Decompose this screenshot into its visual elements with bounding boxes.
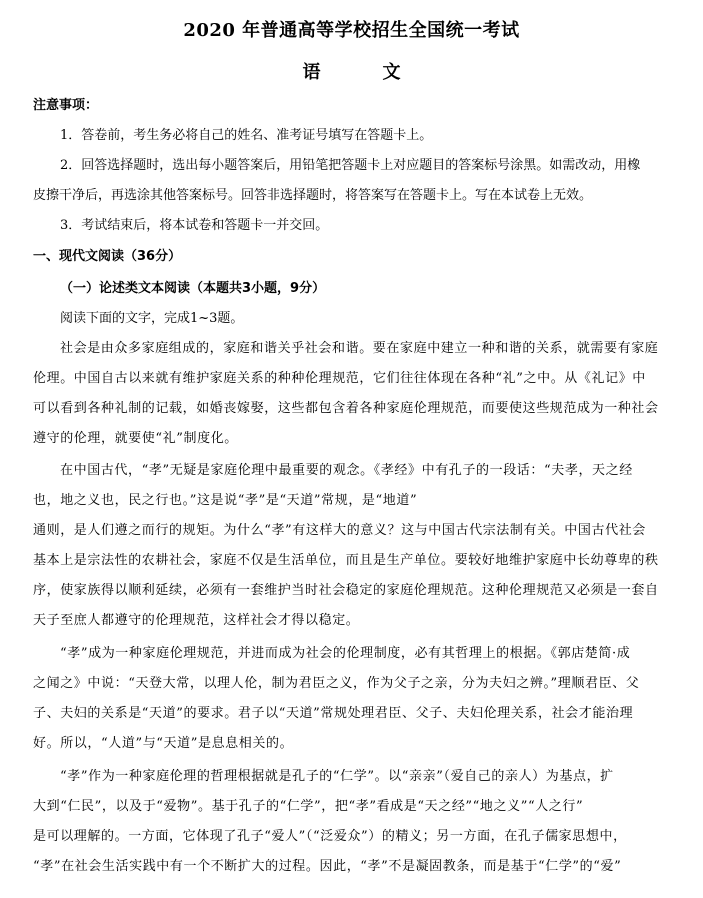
notice-item-3: 3．考试结束后，将本试卷和答题卡一并交回。 bbox=[60, 218, 329, 233]
passage-line: 社会是由众多家庭组成的，家庭和谐关乎社会和谐。要在家庭中建立一种和谐的关系，就需要有家庭 bbox=[60, 341, 659, 356]
section-heading: 一、现代文阅读（36分） bbox=[33, 249, 182, 264]
passage-line: 子、夫妇的关系是“天道”的要求。君子以“天道”常规处理君臣、父子、夫妇伦理关系，社会才能治理 bbox=[33, 706, 634, 721]
passage-line: “孝”成为一种家庭伦理规范，并进而成为社会的伦理制度，必有其哲理上的根据。《郭店楚简·成 bbox=[60, 646, 631, 661]
passage-line: 序，使家族得以顺利延续，必须有一套维护当时社会稳定的家庭伦理规范。这种伦理规范又必须是一套自 bbox=[33, 583, 659, 598]
passage-line: 伦理。中国自古以来就有维护家庭关系的种种伦理规范，它们往往体现在各种“礼”之中。从《礼记》中 bbox=[33, 371, 646, 386]
passage-line: “孝”作为一种家庭伦理的哲理根据就是孔子的“仁学”。以“亲亲”（爱自己的亲人）为基点，扩 bbox=[60, 769, 614, 784]
passage-line: 在中国古代，“孝”无疑是家庭伦理中最重要的观念。《孝经》中有孔子的一段话：“夫孝，天之经 bbox=[60, 463, 633, 478]
passage-line: 可以看到各种礼制的记载，如婚丧嫁娶，这些都包含着各种家庭伦理规范，而要使这些规范成为一种社会 bbox=[33, 401, 659, 416]
exam-title: 2020 年普通高等学校招生全国统一考试 bbox=[183, 20, 520, 41]
notice-item-1: 1．答卷前，考生务必将自己的姓名、准考证号填写在答题卡上。 bbox=[60, 128, 433, 143]
passage-line: 是可以理解的。一方面，它体现了孔子“爱人”（“泛爱众”）的精义；另一方面，在孔子儒家思想中， bbox=[33, 829, 627, 844]
passage-line: 遵守的伦理，就要使“礼”制度化。 bbox=[33, 431, 238, 446]
notice-item-2-line-1: 2．回答选择题时，选出每小题答案后，用铅笔把答题卡上对应题目的答案标号涂黑。如需改动，用橡 bbox=[60, 158, 641, 173]
passage-line: 之闻之》中说：“天登大常，以理人伦，制为君臣之义，作为父子之亲，分为夫妇之辨。”理顺君臣、父 bbox=[33, 676, 640, 691]
sub-section-heading: （一）论述类文本阅读（本题共3小题，9分） bbox=[60, 281, 326, 296]
subject-title: 语 文 bbox=[302, 62, 423, 83]
passage-line: “孝”在社会生活实践中有一个不断扩大的过程。因此，“孝”不是凝固教条，而是基于“仁学”的“爱” bbox=[33, 859, 622, 874]
reading-instruction: 阅读下面的文字，完成1~3题。 bbox=[60, 311, 244, 326]
notice-heading: 注意事项： bbox=[33, 98, 99, 113]
passage-line: 基本上是宗法性的农耕社会，家庭不仅是生活单位，而且是生产单位。要较好地维护家庭中长幼尊卑的秩 bbox=[33, 553, 659, 568]
passage-line: 也，地之义也，民之行也。”这是说“孝”是“天道”常规，是“地道” bbox=[33, 493, 418, 508]
passage-line: 通则，是人们遵之而行的规矩。为什么“孝”有这样大的意义？这与中国古代宗法制有关。中国古代社会 bbox=[33, 523, 646, 538]
notice-item-2-line-2: 皮擦干净后，再选涂其他答案标号。回答非选择题时，将答案写在答题卡上。写在本试卷上无效。 bbox=[33, 188, 593, 203]
passage-line: 大到“仁民”，以及于“爱物”。基于孔子的“仁学”，把“孝”看成是“天之经”“地之义”“人之行” bbox=[33, 799, 584, 814]
passage-line: 天子至庶人都遵守的伦理规范，这样社会才得以稳定。 bbox=[33, 613, 360, 628]
passage-line: 好。所以，“人道”与“天道”是息息相关的。 bbox=[33, 736, 294, 751]
